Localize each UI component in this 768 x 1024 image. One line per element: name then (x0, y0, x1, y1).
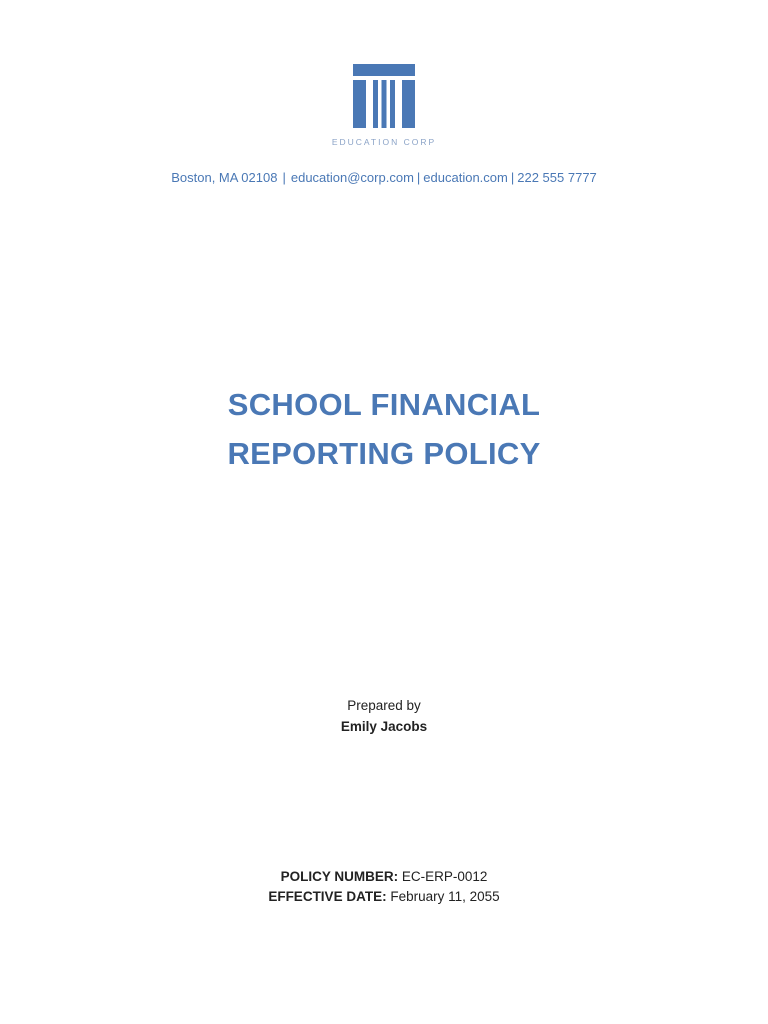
company-logo (0, 64, 768, 147)
title-line-1: SCHOOL FINANCIAL (227, 387, 541, 422)
document-title (0, 380, 768, 478)
effective-date-row (0, 887, 768, 907)
website-link[interactable]: education.com (423, 170, 508, 185)
separator: | (510, 170, 515, 185)
policy-info-block (0, 867, 768, 907)
address: Boston, MA 02108 (171, 170, 278, 185)
separator: | (282, 170, 286, 185)
effective-date-value: February 11, 2055 (390, 889, 500, 904)
policy-number-label: POLICY NUMBER: (280, 869, 399, 884)
policy-number-row (0, 867, 768, 887)
email-link[interactable]: education@corp.com (290, 170, 414, 185)
phone-number: 222 555 7777 (517, 170, 597, 185)
prepared-by-label: Prepared by (347, 698, 421, 713)
pillar-logo-icon (353, 64, 415, 128)
company-name: EDUCATION CORP (331, 137, 437, 147)
separator: | (416, 170, 421, 185)
author-name: Emily Jacobs (340, 719, 428, 734)
prepared-by-block (0, 695, 768, 737)
policy-number-value: EC-ERP-0012 (401, 869, 488, 884)
contact-line (0, 169, 768, 186)
effective-date-label: EFFECTIVE DATE: (268, 889, 387, 904)
title-line-2: REPORTING POLICY (227, 436, 541, 471)
